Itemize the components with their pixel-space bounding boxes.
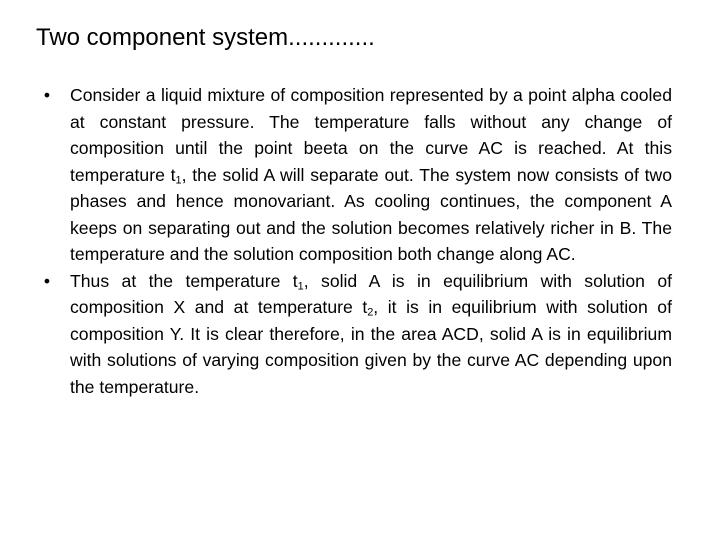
bullet-1-subscript-1: 1 — [175, 174, 182, 187]
bullet-dot-icon: • — [43, 85, 51, 105]
bullet-dot-icon: • — [43, 270, 51, 291]
bullet-2-subscript-1: 1 — [297, 280, 304, 293]
bullet-2-text-part-2: , solid A is in equilibrium with solution of composition X and at temperature t — [70, 270, 672, 317]
slide-title: Two component system............. — [36, 24, 375, 51]
bullet-1-text-part-2: , the solid A will separate out. The system now consists of two phases and hence monovariant. As cooling continues, the component A keeps on separating out and the solution becomes relatively richer in B. The temperature and the solution composition both change along AC. — [70, 164, 673, 264]
bullet-2-text-part-3: , it is in equilibrium with solution of composition Y. It is clear therefore, in the area ACD, solid A is in equilibrium with solutions of varying composition given by the curve AC depending upon the temperature. — [70, 297, 672, 397]
bullet-item-2 — [30, 268, 672, 401]
bullet-2-text-part-1: Thus at the temperature t — [70, 270, 298, 291]
bullet-item-1 — [30, 82, 672, 268]
bullet-list — [30, 82, 672, 400]
bullet-2-subscript-2: 2 — [367, 306, 374, 319]
bullet-1-text-part-1: Consider a liquid mixture of composition represented by a point alpha cooled at constant pressure. The temperature falls without any change of composition until the point beeta on the curve AC is reached. At this temperature t — [70, 85, 672, 185]
